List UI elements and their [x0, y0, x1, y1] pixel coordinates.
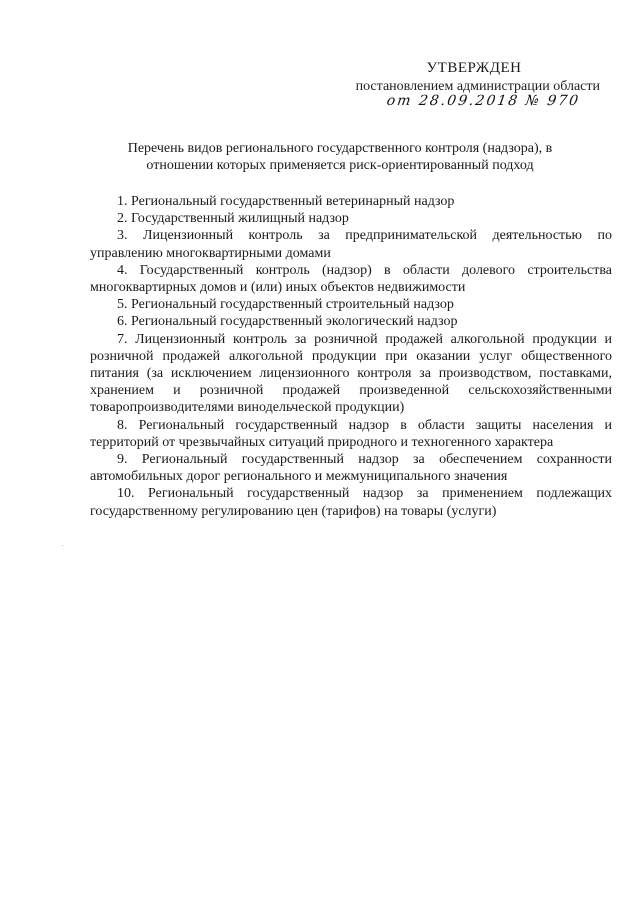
list-item: 3. Лицензионный контроль за предпринимательской деятельностью по управлению многоквартирными домами: [90, 228, 612, 261]
list-item: 4. Государственный контроль (надзор) в области долевого строительства многоквартирных домов и (или) иных объектов недвижимости: [90, 262, 612, 296]
control-types-list: [90, 193, 612, 520]
list-item: 7. Лицензионный контроль за розничной продажей алкогольной продукции и розничной продажей алкогольной продукции при оказании услуг общественного питания (за исключением лицензионного контроля за производством, поставками, хранением и розничной продажей произведенной сельскохозяйственными товаропроизводителями винодельческой продукции): [90, 331, 612, 416]
document-title-line-1: Перечень видов регионального государственного контроля (надзора), в: [127, 141, 553, 156]
document-title: [90, 140, 590, 174]
list-item: 5. Региональный государственный строительный надзор: [117, 297, 454, 313]
approval-block: [300, 52, 600, 109]
list-item: 6. Региональный государственный экологический надзор: [117, 314, 458, 330]
scan-speck: [62, 545, 63, 546]
approval-resolution-line: постановлением администрации области: [355, 79, 600, 94]
list-item: 9. Региональный государственный надзор за обеспечением сохранности автомобильных дорог регионального и межмуниципального значения: [90, 452, 612, 485]
approval-title: УТВЕРЖДЕН: [426, 60, 522, 76]
list-item: 8. Региональный государственный надзор в области защиты населения и территорий от чрезвычайных ситуаций природного и техногенного характера: [90, 417, 612, 450]
list-item: 2. Государственный жилищный надзор: [117, 211, 349, 227]
document-title-line-2: отношении которых применяется риск-ориентированный подход: [146, 158, 534, 173]
list-item: 10. Региональный государственный надзор за применением подлежащих государственному регулированию цен (тарифов) на товары (услуги): [90, 486, 612, 519]
list-item: 1. Региональный государственный ветеринарный надзор: [117, 194, 455, 209]
approval-handwritten-date-number: от 28.09.2018 № 970: [385, 93, 582, 109]
